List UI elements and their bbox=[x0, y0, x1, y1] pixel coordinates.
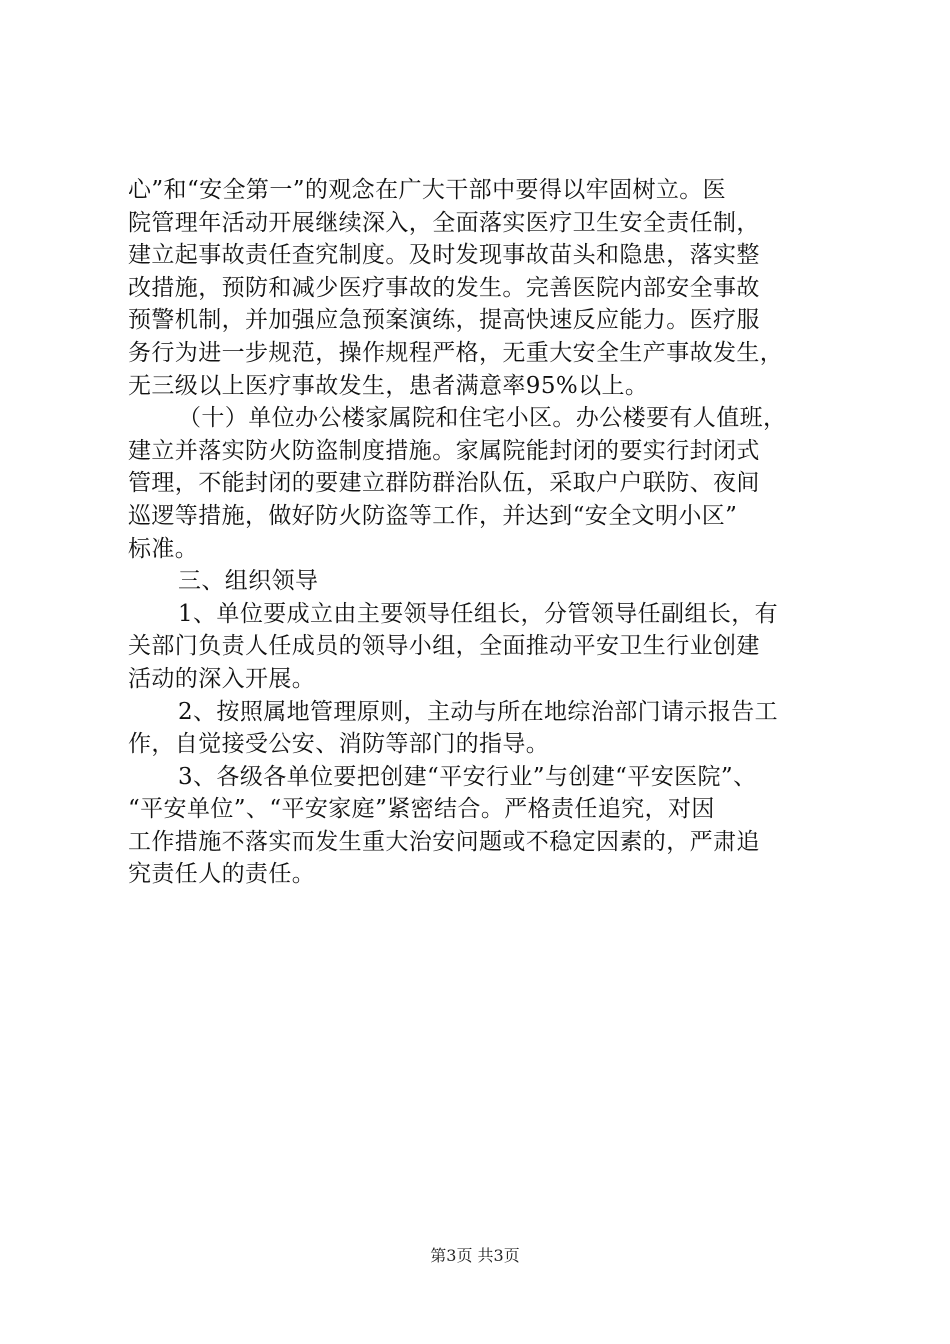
paragraph-start-line: 3、各级各单位要把创建“平安行业”与创建“平安医院”、 bbox=[178, 763, 757, 790]
text-line: 预警机制，并加强应急预案演练，提高快速反应能力。医疗服 bbox=[128, 307, 760, 334]
text-line: 活动的深入开展。 bbox=[128, 665, 316, 692]
text-line: 务行为进一步规范，操作规程严格，无重大安全生产事故发生， bbox=[128, 339, 784, 366]
text-line: 建立并落实防火防盗制度措施。家属院能封闭的要实行封闭式 bbox=[128, 437, 760, 464]
page-number-footer: 第3页 共3页 bbox=[430, 1246, 520, 1265]
text-line: 改措施，预防和减少医疗事故的发生。完善医院内部安全事故 bbox=[128, 274, 760, 301]
text-line: “平安单位”、“平安家庭”紧密结合。严格责任追究，对因 bbox=[128, 796, 715, 823]
text-line: 工作措施不落实而发生重大治安问题或不稳定因素的，严肃追 bbox=[128, 828, 760, 855]
paragraph-start-line: 1、单位要成立由主要领导任组长，分管领导任副组长，有 bbox=[178, 600, 779, 627]
paragraph-start-line: 2、按照属地管理原则，主动与所在地综治部门请示报告工 bbox=[178, 698, 779, 725]
text-line: 院管理年活动开展继续深入，全面落实医疗卫生安全责任制， bbox=[128, 209, 760, 236]
text-line: 关部门负责人任成员的领导小组，全面推动平安卫生行业创建 bbox=[128, 633, 760, 660]
text-line: 作，自觉接受公安、消防等部门的指导。 bbox=[128, 731, 550, 758]
paragraph-start-line: （十）单位办公楼家属院和住宅小区。办公楼要有人值班， bbox=[178, 405, 787, 432]
text-line: 无三级以上医疗事故发生，患者满意率95%以上。 bbox=[128, 372, 649, 399]
text-line: 标准。 bbox=[128, 535, 199, 562]
section-heading: 三、组织领导 bbox=[178, 568, 319, 595]
text-line: 管理，不能封闭的要建立群防群治队伍，采取户户联防、夜间 bbox=[128, 470, 760, 497]
document-body bbox=[128, 174, 828, 891]
text-line: 巡逻等措施，做好防火防盗等工作，并达到“安全文明小区” bbox=[128, 502, 738, 529]
text-line: 建立起事故责任查究制度。及时发现事故苗头和隐患，落实整 bbox=[128, 242, 760, 269]
text-line: 究责任人的责任。 bbox=[128, 861, 316, 888]
text-line: 心”和“安全第一”的观念在广大干部中要得以牢固树立。医 bbox=[128, 177, 727, 203]
